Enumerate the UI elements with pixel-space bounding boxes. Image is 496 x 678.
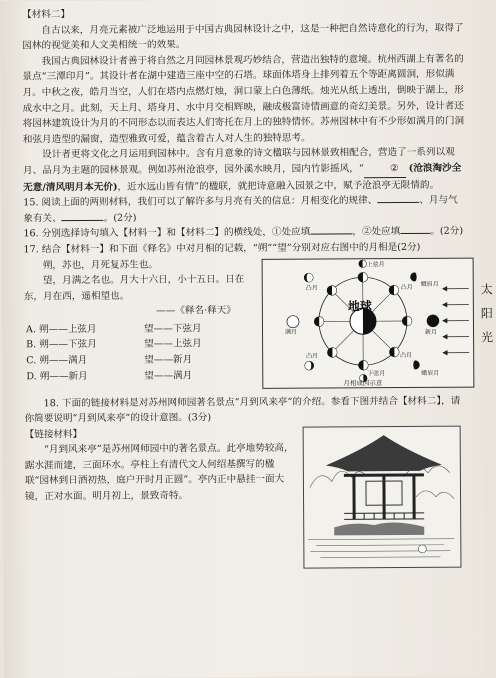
sunlight-arrows xyxy=(443,286,469,354)
q17-source: ——《释名·释天》 xyxy=(24,303,256,320)
q17-choices xyxy=(24,321,256,385)
choice-a-wang: 望——下弦月 xyxy=(144,321,202,337)
choice-d-shuo: D. 朔——新月 xyxy=(24,368,144,384)
paragraph-1: 自古以来，月亮元素被广泛地运用于中国古典园林设计之中，这是一种把自然诗意化的行为，取得了园林的视觉美和人文美相统一的效果。 xyxy=(22,20,465,54)
pavilion-illustration xyxy=(303,426,462,569)
paragraph-3-head: 设计者更将文化之月运用到园林中。含有月意象的诗文楹联与园林景致相配合，营造了一系列以观月、品月为主题的园林景观。例如苏州沧浪亭，园外溪水映月，园内竹影摇风，“ xyxy=(23,147,455,176)
q16-blank-2[interactable] xyxy=(400,233,430,234)
q17-quote-2: 望，月满之名也。月大十六日，小十五日。日在东，月在西，遥相望也。 xyxy=(24,272,256,305)
q15-blank-2[interactable] xyxy=(62,220,104,221)
label-gibbous-1: 凸月 xyxy=(306,283,318,291)
sun-char-3: 光 xyxy=(480,325,494,349)
q15-text-a: 15. 阅读上面的两则材料，我们可以了解许多与月亮有关的信息：月相变化的规律、 xyxy=(23,195,377,208)
choice-d[interactable] xyxy=(24,368,256,385)
section-title: 【材料二】 xyxy=(22,5,465,23)
choice-d-wang: 望——满月 xyxy=(144,368,192,384)
label-full-moon: 满月 xyxy=(285,327,297,335)
label-gibbous-3: 凸月 xyxy=(401,282,413,290)
label-gibbous-4: 凸月 xyxy=(400,350,412,358)
earth-label: 地球 xyxy=(348,298,372,313)
blank-2[interactable] xyxy=(364,161,406,178)
question-17-body xyxy=(24,255,468,386)
paragraph-2: 我国古典园林设计者善于将自然之月同园林景观巧妙结合，营造出独特的意境。杭州西湖上有著名的景点“三潭印月”。其设计者在湖中建造三座中空的石塔。球面体塔身上排列着五个等距离圆洞，形似满月。中秋之夜，皓月当空，人们在塔内点燃灯烛，洞口蒙上白色薄纸。烛光从纸上透出，倒映于湖上，形成水中之月。此刻，天上月、塔身月、水中月交相辉映，融成极富诗情画意的奇幻美景。另外，设计者还将园林建筑设计为月的不同形态以而表达人们寄托在月上的独特情怀。苏州园林中有不少形如满月的门洞和弦月造型的漏窗，造型雅致可爱，蕴含着古人对人生的独特思考。 xyxy=(22,51,466,147)
choice-c-shuo: C. 朔——满月 xyxy=(24,353,144,369)
label-crescent-2: 蛾眉月 xyxy=(421,368,439,376)
choice-a-shuo: A. 朔——上弦月 xyxy=(24,321,144,337)
moon-phase-diagram xyxy=(262,257,475,388)
link-material-body: “月到风来亭”是苏州网师园中的著名景点。此亭地势较高，踞水涯而建，三面环水。亭柱上有清代文人何绍基撰写的楹联“园林到日酒初热，庭户开时月正圆”。亭内正中悬挂一面大镜，正对水面。明月初上，景致奇特。 xyxy=(25,441,297,505)
couplet-options: (沧浪淘沙全无意/清风明月本无价) xyxy=(23,163,461,193)
choice-c-wang: 望——新月 xyxy=(144,352,192,368)
sunlight-label xyxy=(480,277,494,349)
question-18 xyxy=(24,393,468,562)
label-gibbous-2: 凸月 xyxy=(306,351,318,359)
choice-a[interactable] xyxy=(24,321,256,338)
label-crescent-1: 蛾眉月 xyxy=(421,279,439,287)
label-new-moon: 新月 xyxy=(425,327,437,335)
diagram-caption: 月相成因示意 xyxy=(343,378,383,387)
paragraph-3-tail: ，近水远山皆有情”的楹联，就把诗意融入园景之中，赋予沧浪亭无限情韵。 xyxy=(117,179,439,192)
q15-blank-1[interactable] xyxy=(377,202,419,203)
sun-char-1: 太 xyxy=(480,277,494,301)
choice-b-shuo: B. 朔——下弦月 xyxy=(24,337,144,353)
choice-c[interactable] xyxy=(24,352,256,369)
question-17-text xyxy=(24,256,257,384)
q16-text-a: 16. 分别选择诗句填入【材料一】和【材料二】的横线处，①处应填 xyxy=(23,227,310,240)
q15-text-b: 、月与气象有关、 xyxy=(23,195,457,224)
sun-char-2: 阳 xyxy=(480,301,494,325)
paragraph-3 xyxy=(23,145,466,195)
choice-b-wang: 望——上弦月 xyxy=(144,337,202,353)
q16-blank-1[interactable] xyxy=(310,234,352,235)
link-material-title: 【链接材料】 xyxy=(25,424,468,442)
blank-2-label: ② xyxy=(390,163,399,174)
q18-stem: 18. 下面的链接材料是对苏州网师园著名景点“月到风来亭”的介绍。参看下图并结合【材料二】，请你简要说明“月到风来亭”的设计意图。(3分) xyxy=(24,393,467,427)
question-15 xyxy=(23,193,466,227)
q16-text-b: ，②处应填 xyxy=(352,226,400,237)
q17-quote-1: 朔，苏也，月死复苏生也。 xyxy=(24,256,256,273)
q16-text-c: 。(2分) xyxy=(430,226,463,237)
label-last-quarter: 下弦月 xyxy=(367,369,385,377)
q15-text-c: 。(2分) xyxy=(104,212,137,223)
link-material xyxy=(25,440,469,563)
label-first-quarter: 上弦月 xyxy=(367,260,385,268)
choice-b[interactable] xyxy=(24,336,256,353)
question-17-stem: 17. 结合【材料一】和下面《释名》中对月相的记载，“朔”“望”分别对应右图中的月相是(2分) xyxy=(23,240,466,258)
